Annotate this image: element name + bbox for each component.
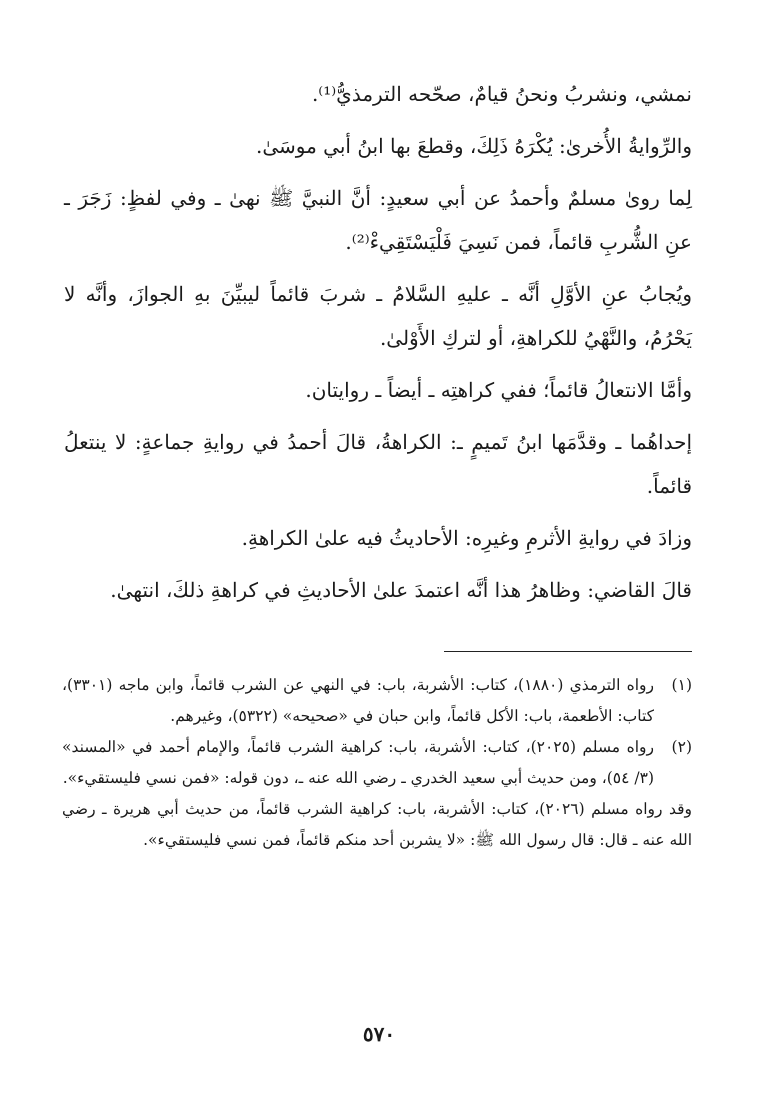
footnote-text: رواه الترمذي (١٨٨٠)، كتاب: الأشربة، باب: في النهي عن الشرب قائماً، وابن ماجه (٣٣٠١)، كتاب: الأطعمة، باب: الأكل قائماً، وابن حبان في «صحيحه» (٥٣٢٢)، وغيرهم. <box>62 676 654 725</box>
footnote-number: (١) <box>671 676 692 694</box>
paragraph-6: إحداهُما ـ وقدَّمَها ابنُ تَميمٍ ـ: الكراهةُ، قالَ أحمدُ في روايةِ جماعةٍ: لا ينتعلُ قائماً. <box>64 430 692 498</box>
footnote-number: (٢) <box>671 738 692 756</box>
paragraph-5: وأمَّا الانتعالُ قائماً؛ ففي كراهتِه ـ أيضاً ـ روايتان. <box>305 378 692 402</box>
paragraph-8: قالَ القاضي: وظاهرُ هذا أنَّه اعتمدَ علىٰ الأحاديثِ في كراهةِ ذلكَ، انتهىٰ. <box>110 578 692 602</box>
paragraph-7: وزادَ في روايةِ الأثرمِ وغيرِه: الأحاديثُ فيه علىٰ الكراهةِ. <box>241 526 692 550</box>
footnote-2 <box>62 732 692 794</box>
paragraph-1: نمشي، ونشربُ ونحنُ قيامٌ، صحّحه الترمذيُّ⁽¹⁾. <box>311 82 692 106</box>
main-text <box>64 72 692 620</box>
paragraph-2: والرِّوايةُ الأُخرىٰ: يُكْرَهُ ذَلِكَ، وقطعَ بها ابنُ أبي موسَىٰ. <box>255 134 692 158</box>
footnote-text: رواه مسلم (٢٠٢٥)، كتاب: الأشربة، باب: كراهية الشرب قائماً، والإمام أحمد في «المسند» (٣/ ٥٤)، ومن حديث أبي سعيد الخدري ـ رضي الله عنه ـ، دون قوله: «فمن نسي فليستقيء». <box>62 738 654 787</box>
paragraph-4: ويُجابُ عنِ الأوَّلِ أنَّه ـ عليهِ السَّلامُ ـ شربَ قائماً ليبيِّنَ بهِ الجوازَ، وأنَّه لا يَحْرُمُ، والنَّهْيُ للكراهةِ، أو لتركِ الأَوْلىٰ. <box>64 282 692 350</box>
page-number: ٥٧٠ <box>362 1022 396 1046</box>
footnote-divider <box>444 651 692 652</box>
paragraph-3: لِما روىٰ مسلمٌ وأحمدُ عن أبي سعيدٍ: أنَّ النبيَّ ﷺ نهىٰ ـ وفي لفظٍ: زَجَرَ ـ عنِ الشُّربِ قائماً، فمن نَسِيَ فَلْيَسْتَقِيءْ⁽²⁾. <box>64 186 692 254</box>
footnote-1 <box>62 670 692 732</box>
footnotes-section <box>62 670 692 856</box>
footnote-continuation: وقد رواه مسلم (٢٠٢٦)، كتاب: الأشربة، باب: كراهية الشرب قائماً، من حديث أبي هريرة ـ رضي الله عنه ـ قال: قال رسول الله ﷺ: «لا يشربن أحد منكم قائماً، فمن نسي فليستقيء». <box>62 800 692 849</box>
